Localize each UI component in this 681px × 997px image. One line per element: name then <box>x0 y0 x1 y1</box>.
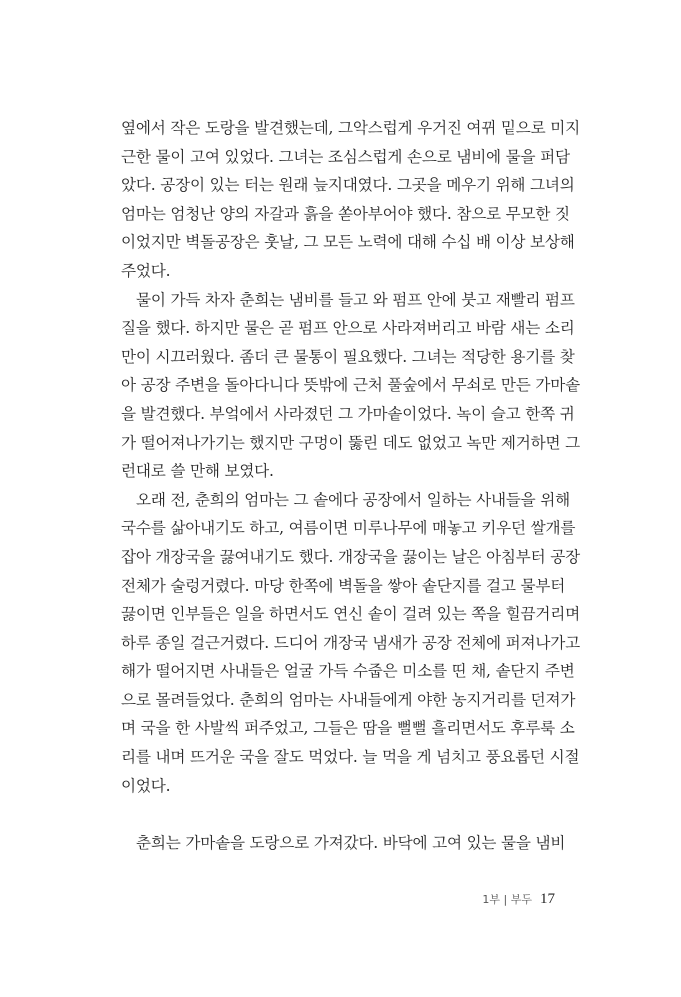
text-line: 해가 떨어지면 사내들은 얼굴 가득 수줍은 미소를 띤 채, 솥단지 주변 <box>121 662 575 681</box>
text-line: 만이 시끄러웠다. 좀더 큰 물통이 필요했다. 그녀는 적당한 용기를 찾 <box>121 347 575 366</box>
text-line: 았다. 공장이 있는 터는 원래 늪지대였다. 그곳을 메우기 위해 그녀의 <box>121 176 575 195</box>
text-line: 으로 몰려들었다. 춘희의 엄마는 사내들에게 야한 농지거리를 던져가 <box>121 690 576 709</box>
text-line: 잡아 개장국을 끓여내기도 했다. 개장국을 끓이는 날은 아침부터 공장 <box>121 547 580 566</box>
text-line: 하루 종일 걸근거렸다. 드디어 개장국 냄새가 공장 전체에 퍼져나가고 <box>121 633 580 652</box>
section-break <box>121 800 559 829</box>
text-line: 을 발견했다. 부엌에서 사라졌던 그 가마솥이었다. 녹이 슬고 한쪽 귀 <box>121 404 575 423</box>
text-line: 춘희는 가마솥을 도랑으로 가져갔다. 바닥에 고여 있는 물을 냄비 <box>136 833 566 852</box>
text-line: 리를 내며 뜨거운 국을 잘도 먹었다. 늘 먹을 게 넘치고 풍요롭던 시절 <box>121 748 580 767</box>
text-line: 가 떨어져나가기는 했지만 구멍이 뚫린 데도 없었고 녹만 제거하면 그 <box>121 433 580 452</box>
text-line: 며 국을 한 사발씩 퍼주었고, 그들은 땀을 뻘뻘 흘리면서도 후루룩 소 <box>121 719 575 738</box>
text-line: 끓이면 인부들은 일을 하면서도 연신 솥이 걸려 있는 쪽을 힐끔거리며 <box>121 605 580 624</box>
text-line: 전체가 술렁거렸다. 마당 한쪽에 벽돌을 쌓아 솥단지를 걸고 물부터 <box>121 576 566 595</box>
text-line: 물이 가득 차자 춘희는 냄비를 들고 와 펌프 안에 붓고 재빨리 펌프 <box>136 290 575 309</box>
running-footer-section: 1부 | 부두 <box>482 893 532 906</box>
text-line: 질을 했다. 하지만 물은 곧 펌프 안으로 사라져버리고 바람 새는 소리 <box>121 319 575 338</box>
text-line: 이었지만 벽돌공장은 훗날, 그 모든 노력에 대해 수십 배 이상 보상해 <box>121 233 575 252</box>
text-line: 근한 물이 고여 있었다. 그녀는 조심스럽게 손으로 냄비에 물을 퍼담 <box>121 147 570 166</box>
body-text <box>121 114 580 857</box>
text-line: 엄마는 엄청난 양의 자갈과 흙을 쏟아부어야 했다. 참으로 무모한 짓 <box>121 204 570 223</box>
text-line: 옆에서 작은 도랑을 발견했는데, 그악스럽게 우거진 여뀌 밑으로 미지 <box>121 119 580 137</box>
text-line: 주었다. <box>121 261 171 280</box>
text-line: 이었다. <box>121 776 171 795</box>
page-footer <box>482 891 555 908</box>
text-line: 국수를 삶아내기도 하고, 여름이면 미루나무에 매놓고 키우던 쌀개를 <box>121 519 576 538</box>
text-line: 오래 전, 춘희의 엄마는 그 솥에다 공장에서 일하는 사내들을 위해 <box>136 490 571 509</box>
text-line: 아 공장 주변을 돌아다니다 뜻밖에 근처 풀숲에서 무쇠로 만든 가마솥 <box>121 376 580 395</box>
text-line: 런대로 쓸 만해 보였다. <box>121 462 274 481</box>
page-number: 17 <box>540 891 555 907</box>
